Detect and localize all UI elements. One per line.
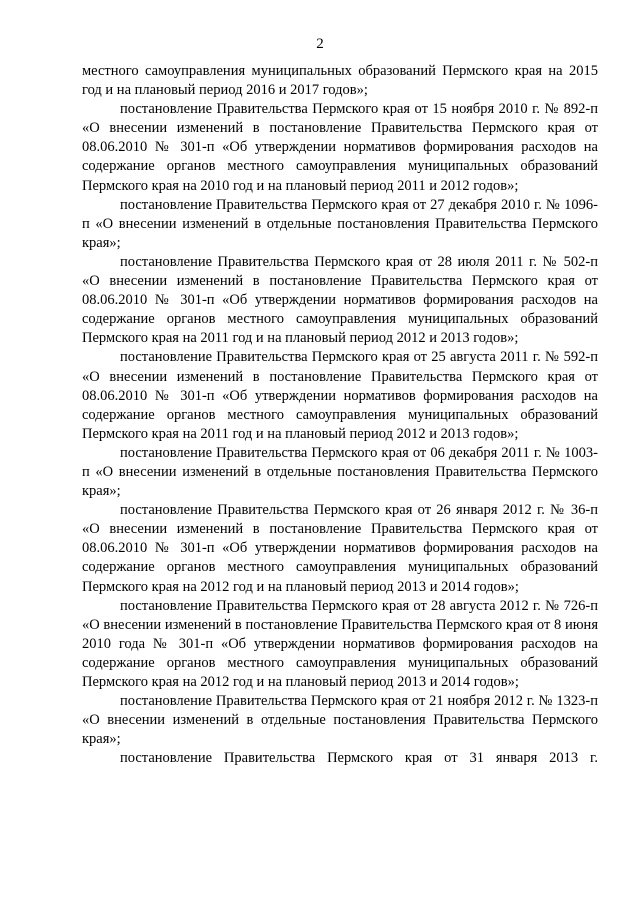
- paragraph-resolution-726: постановление Правительства Пермского края от 28 августа 2012 г. № 726-п «О внесении изменений в постановление Правительства Пермского края от 8 июня 2010 года № 301-п «Об утверждении нормативов формирования расходов на содержание органов местного самоуправления муниципальных образований Пермского края на 2012 год и на плановый период 2013 и 2014 годов»;: [82, 597, 598, 690]
- paragraph-resolution-36: постановление Правительства Пермского края от 26 января 2012 г. № 36-п «О внесении изменений в постановление Правительства Пермского края от 08.06.2010 № 301-п «Об утверждении нормативов формирования расходов на содержание органов местного самоуправления муниципальных образований Пермского края на 2012 год и на плановый период 2013 и 2014 годов»;: [82, 502, 598, 595]
- paragraph-resolution-1096: постановление Правительства Пермского края от 27 декабря 2010 г. № 1096-п «О внесении изменений в отдельные постановления Правительства Пермского края»;: [82, 196, 598, 251]
- paragraph-resolution-502: постановление Правительства Пермского края от 28 июля 2011 г. № 502-п «О внесении изменений в постановление Правительства Пермского края от 08.06.2010 № 301-п «Об утверждении нормативов формирования расходов на содержание органов местного самоуправления муниципальных образований Пермского края на 2011 год и на плановый период 2012 и 2013 годов»;: [82, 253, 598, 347]
- paragraph-resolution-1323: постановление Правительства Пермского края от 21 ноября 2012 г. № 1323-п «О внесении изменений в отдельные постановления Правительства Пермского края»;: [82, 693, 598, 748]
- paragraph-resolution-892: постановление Правительства Пермского края от 15 ноября 2010 г. № 892-п «О внесении изменений в постановление Правительства Пермского края от 08.06.2010 № 301-п «Об утверждении нормативов формирования расходов на содержание органов местного самоуправления муниципальных образований Пермского края на 2010 год и на плановый период 2011 и 2012 годов»;: [82, 101, 598, 194]
- document-body: [82, 62, 598, 768]
- paragraph-resolution-1003: постановление Правительства Пермского края от 06 декабря 2011 г. № 1003-п «О внесении изменений в отдельные постановления Правительства Пермского края»;: [82, 444, 598, 500]
- paragraph-continuation: местного самоуправления муниципальных образований Пермского края на 2015 год и на плановый период 2016 и 2017 годов»;: [82, 63, 598, 99]
- page-number: 2: [316, 36, 324, 52]
- paragraph-resolution-2013: постановление Правительства Пермского края от 31 января 2013 г.: [120, 750, 598, 767]
- paragraph-resolution-592: постановление Правительства Пермского края от 25 августа 2011 г. № 592-п «О внесении изменений в постановление Правительства Пермского края от 08.06.2010 № 301-п «Об утверждении нормативов формирования расходов на содержание органов местного самоуправления муниципальных образований Пермского края на 2011 год и на плановый период 2012 и 2013 годов»;: [82, 349, 598, 442]
